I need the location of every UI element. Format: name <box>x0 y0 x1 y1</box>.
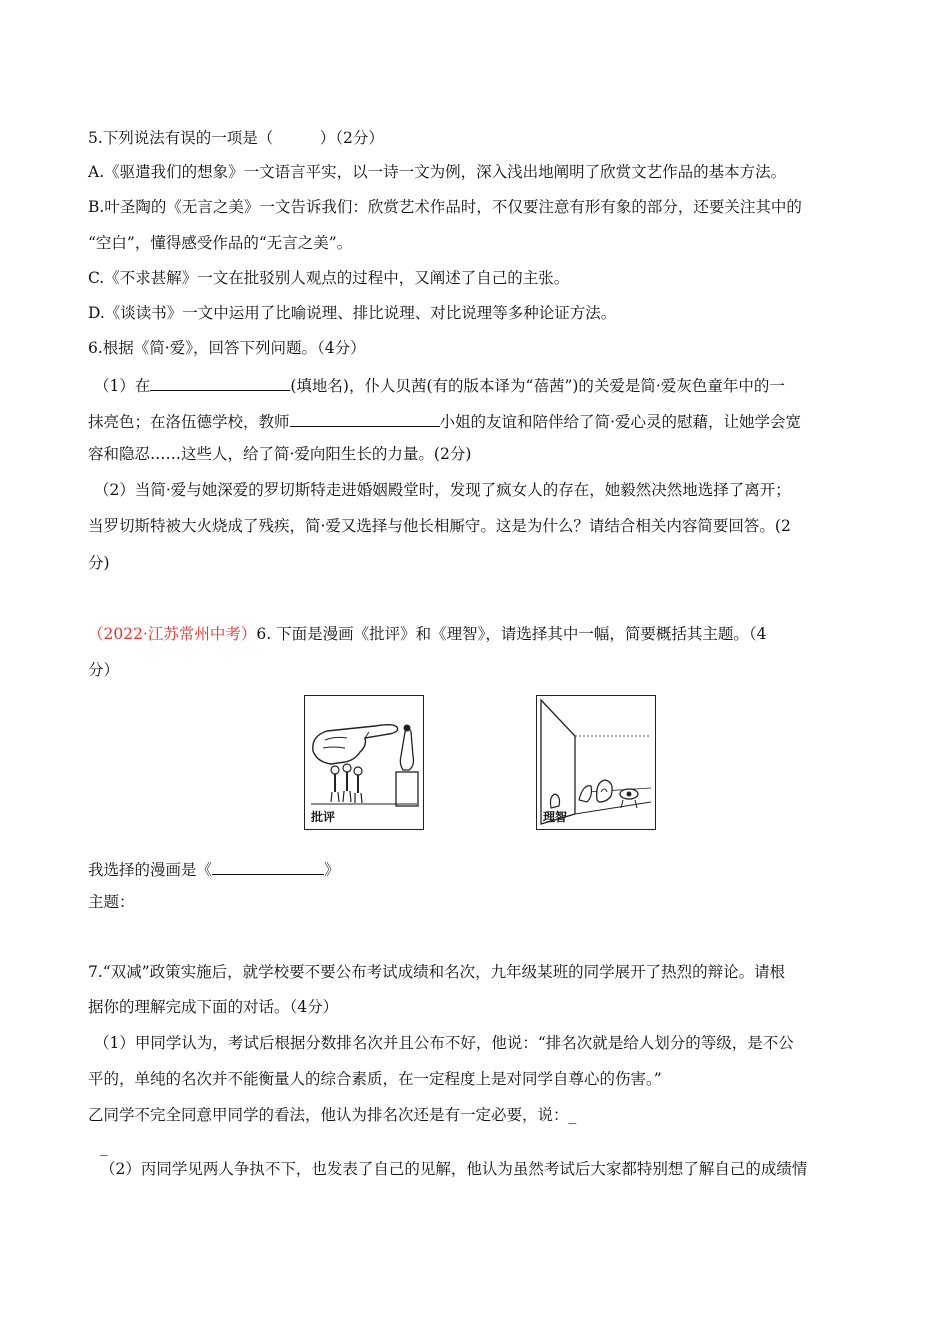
q6b-stem: 6. 下面是漫画《批评》和《理智》，请选择其中一幅，简要概括其主题。（4 <box>256 625 767 643</box>
q6b-choice-text-b: 》 <box>324 861 340 879</box>
q6b-choice-blank[interactable] <box>212 860 324 875</box>
q6-part1-line1 <box>94 376 785 395</box>
q6-part2-line2: 当罗切斯特被大火烧成了残疾，简·爱又选择与他长相厮守。这是为什么？请结合相关内容简要回答。(2 <box>88 517 791 535</box>
q7-stem-line1: 7.“双减”政策实施后，就学校要不要公布考试成绩和名次，九年级某班的同学展开了热烈的辩论。请根 <box>88 963 786 981</box>
q7-part2-line1: （2）丙同学见两人争执不下，也发表了自己的见解，他认为虽然考试后大家都特别想了解自己的成绩情 <box>100 1160 808 1178</box>
q7-part1-line1: （1）甲同学认为，考试后根据分数排名次并且公布不好，他说：“排名次就是给人划分的等级，是不公 <box>94 1034 794 1052</box>
q6b-stem-line1 <box>88 627 766 643</box>
q6-part2-line1: （2）当简·爱与她深爱的罗切斯特走进婚姻殿堂时，发现了疯女人的存在，她毅然决然地选择了离开； <box>94 481 791 499</box>
q5-option-a: A.《驱遣我们的想象》一文语言平实，以一诗一文为例，深入浅出地阐明了欣赏文艺作品的基本方法。 <box>88 163 787 181</box>
q6b-source: （2022·江苏常州中考） <box>88 625 257 643</box>
q6-part1-text-a: （1）在 <box>94 377 151 395</box>
cartoon-reason-label: 理智 <box>543 810 568 824</box>
q5-stem: 5.下列说法有误的一项是（ ）（2分） <box>88 129 384 147</box>
q6-part2-line3: 分) <box>88 554 110 572</box>
q6-stem: 6.根据《简·爱》，回答下列问题。（4分） <box>88 339 366 357</box>
q6-part1-line2 <box>88 412 801 431</box>
cartoon-criticism-label: 批评 <box>311 810 336 824</box>
q6-part1-text-b: (填地名)，仆人贝茜(有的版本译为“蓓茜”)的关爱是简·爱灰色童年中的一 <box>290 377 785 395</box>
q7-part1-line3: 乙同学不完全同意甲同学的看法，他认为排名次还是有一定必要，说：_ <box>88 1106 577 1124</box>
cartoon-criticism-image <box>304 695 424 830</box>
cartoon-reason-image <box>536 695 656 830</box>
q6-part1-text-d: 小姐的友谊和陪伴给了简·爱心灵的慰藉，让她学会宽 <box>439 413 801 431</box>
q6b-choice-line <box>88 860 340 879</box>
q7-stem-line2: 据你的理解完成下面的对话。（4分） <box>88 998 339 1016</box>
q6-blank-teacher[interactable] <box>290 412 440 427</box>
q6-blank-place[interactable] <box>150 376 290 391</box>
q6b-theme-label: 主题： <box>88 893 135 911</box>
q7-part1-answer-blank[interactable]: _ <box>100 1138 108 1156</box>
q6-part1-text-c: 抹亮色；在洛伍德学校，教师 <box>88 413 290 431</box>
q6b-choice-text-a: 我选择的漫画是《 <box>88 861 213 879</box>
q6b-stem-line2: 分） <box>88 661 120 679</box>
q5-option-b-line2: “空白”，懂得感受作品的“无言之美”。 <box>88 234 353 252</box>
q5-option-d: D.《谈读书》一文中运用了比喻说理、排比说理、对比说理等多种论证方法。 <box>88 304 617 322</box>
q7-part1-line2: 平的，单纯的名次并不能衡量人的综合素质，在一定程度上是对同学自尊心的伤害。” <box>88 1070 662 1088</box>
q6-part1-line3: 容和隐忍……这些人，给了简·爱向阳生长的力量。(2分) <box>88 445 472 463</box>
q5-option-c: C.《不求甚解》一文在批驳别人观点的过程中，又阐述了自己的主张。 <box>88 269 570 287</box>
q5-option-b-line1: B.叶圣陶的《无言之美》一文告诉我们：欣赏艺术作品时，不仅要注意有形有象的部分，还要关注其中的 <box>88 198 802 216</box>
